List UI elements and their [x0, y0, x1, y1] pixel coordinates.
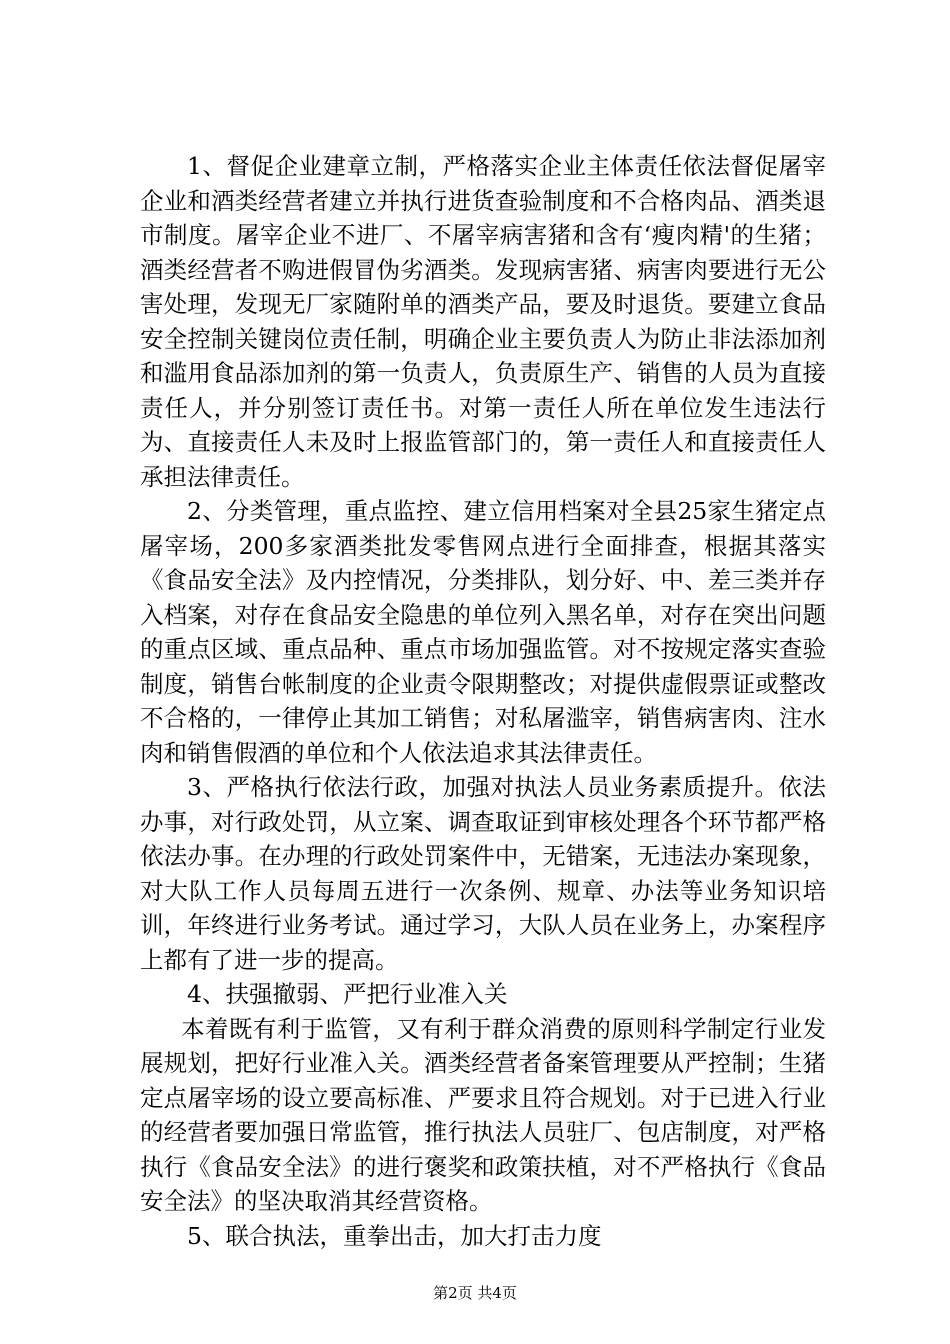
paragraph-6-heading: 5、联合执法，重拳出击，加大打击力度: [187, 1221, 602, 1250]
paragraph-1: 1、督促企业建章立制，严格落实企业主体责任依法督促屠宰企业和酒类经营者建立并执行进货查验制度和不合格肉品、酒类退市制度。屠宰企业不进厂、不屠宰病害猪和含有‘瘦肉精'的生猪；酒类经营者不购进假冒伪劣酒类。发现病害猪、病害肉要进行无公害处理，发现无厂家随附单的酒类产品，要及时退货。要建立食品安全控制关键岗位责任制，明确企业主要负责人为防止非法添加剂和滥用食品添加剂的第一负责人，负责原生产、销售的人员为直接责任人，并分别签订责任书。对第一责任人所在单位发生违法行为、直接责任人未及时上报监管部门的，第一责任人和直接责任人承担法律责任。: [140, 152, 826, 491]
body-text: [140, 149, 826, 1253]
page-footer: 第2页 共4页: [433, 1284, 517, 1302]
paragraph-4-heading: 4、扶强撤弱、严把行业准入关: [187, 980, 508, 1008]
paragraph-3: 3、严格执行依法行政，加强对执法人员业务素质提升。依法办事，对行政处罚，从立案、调查取证到审核处理各个环节都严格依法办事。在办理的行政处罚案件中，无错案，无违法办案现象，对大队工作人员每周五进行一次条例、规章、办法等业务知识培训，年终进行业务考试。通过学习，大队人员在业务上，办案程序上都有了进一步的提高。: [140, 773, 826, 974]
paragraph-5: 本着既有利于监管，又有利于群众消费的原则科学制定行业发展规划，把好行业准入关。酒类经营者备案管理要从严控制；生猪定点屠宰场的设立要高标准、严要求且符合规划。对于已进入行业的经营者要加强日常监管，推行执法人员驻厂、包店制度，对严格执行《食品安全法》的进行褒奖和政策扶植，对不严格执行《食品安全法》的坚决取消其经营资格。: [140, 1014, 826, 1215]
paragraph-2: 2、分类管理，重点监控、建立信用档案对全县25家生猪定点屠宰场，200多家酒类批发零售网点进行全面排查，根据其落实《食品安全法》及内控情况，分类排队，划分好、中、差三类并存入档案，对存在食品安全隐患的单位列入黑名单，对存在突出问题的重点区域、重点品种、重点市场加强监管。对不按规定落实查验制度，销售台帐制度的企业责令限期整改；对提供虚假票证或整改不合格的，一律停止其加工销售；对私屠滥宰，销售病害肉、注水肉和销售假酒的单位和个人依法追求其法律责任。: [140, 497, 826, 767]
